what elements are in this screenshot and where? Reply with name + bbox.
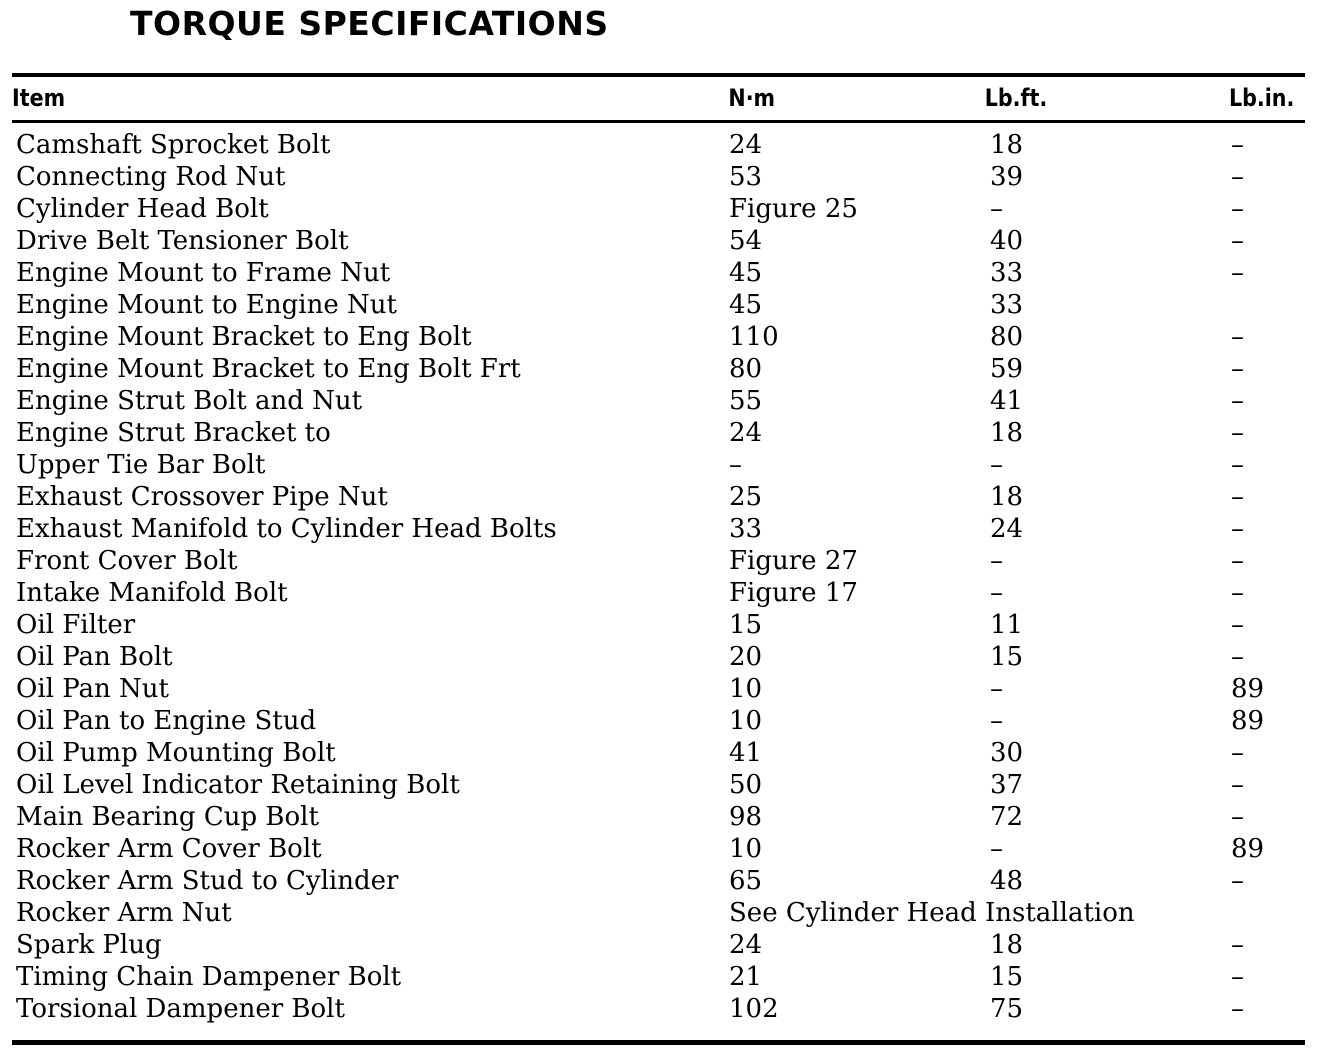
- cell-nm: See Cylinder Head Installation: [729, 898, 1135, 928]
- cell-nm: 65: [729, 866, 763, 896]
- cell-lbin: –: [1231, 194, 1244, 224]
- cell-nm: 41: [729, 738, 763, 768]
- cell-lbft: 33: [990, 290, 1024, 320]
- table-row: [0, 769, 1328, 801]
- cell-nm: 15: [729, 610, 763, 640]
- table-row: [0, 673, 1328, 705]
- table-row: [0, 929, 1328, 961]
- cell-nm: 33: [729, 514, 763, 544]
- table-header: [0, 82, 1295, 114]
- cell-item: Main Bearing Cup Bolt: [16, 802, 319, 832]
- cell-nm: 25: [729, 482, 763, 512]
- cell-nm: 10: [729, 674, 763, 704]
- cell-lbin: –: [1231, 770, 1244, 800]
- cell-item: Engine Mount to Frame Nut: [16, 258, 391, 288]
- cell-item: Oil Pump Mounting Bolt: [16, 738, 336, 768]
- cell-lbft: 80: [990, 322, 1024, 352]
- table-bottom-rule: [12, 1040, 1305, 1045]
- table-row: [0, 641, 1328, 673]
- cell-lbin: –: [1231, 258, 1244, 288]
- table-row: [0, 705, 1328, 737]
- cell-lbin: –: [1231, 226, 1244, 256]
- table-row: [0, 513, 1328, 545]
- cell-item: Oil Pan Nut: [16, 674, 169, 704]
- cell-lbft: –: [990, 706, 1003, 736]
- table-row: [0, 417, 1328, 449]
- cell-lbft: 72: [990, 802, 1024, 832]
- cell-item: Upper Tie Bar Bolt: [16, 450, 266, 480]
- cell-lbft: 18: [990, 482, 1024, 512]
- cell-lbft: 59: [990, 354, 1024, 384]
- cell-lbft: 15: [990, 642, 1024, 672]
- cell-nm: Figure 25: [729, 194, 858, 224]
- table-row: [0, 353, 1328, 385]
- table-row: [0, 161, 1328, 193]
- cell-lbin: –: [1231, 514, 1244, 544]
- table-top-rule: [12, 73, 1305, 77]
- table-row: [0, 449, 1328, 481]
- cell-nm: 50: [729, 770, 763, 800]
- cell-lbft: 48: [990, 866, 1024, 896]
- cell-lbin: –: [1231, 386, 1244, 416]
- cell-lbin: –: [1231, 354, 1244, 384]
- cell-lbin: –: [1231, 450, 1244, 480]
- cell-lbft: 11: [990, 610, 1024, 640]
- table-row: [0, 609, 1328, 641]
- cell-nm: Figure 17: [729, 578, 858, 608]
- cell-item: Spark Plug: [16, 930, 162, 960]
- cell-lbin: –: [1231, 130, 1244, 160]
- cell-item: Oil Level Indicator Retaining Bolt: [16, 770, 460, 800]
- cell-item: Engine Strut Bolt and Nut: [16, 386, 363, 416]
- column-header-lbft: Lb.ft.: [984, 84, 1048, 112]
- table-row: [0, 481, 1328, 513]
- table-row: [0, 385, 1328, 417]
- cell-lbin: –: [1231, 930, 1244, 960]
- cell-item: Exhaust Manifold to Cylinder Head Bolts: [16, 514, 557, 544]
- table-row: [0, 129, 1328, 161]
- cell-lbft: 18: [990, 418, 1024, 448]
- cell-item: Oil Pan to Engine Stud: [16, 706, 317, 736]
- cell-lbft: 18: [990, 930, 1024, 960]
- cell-nm: 24: [729, 130, 763, 160]
- cell-lbin: –: [1231, 482, 1244, 512]
- cell-item: Connecting Rod Nut: [16, 162, 286, 192]
- cell-lbin: –: [1231, 578, 1244, 608]
- cell-nm: Figure 27: [729, 546, 858, 576]
- column-header-lbin: Lb.in.: [1228, 84, 1295, 112]
- page-title: TORQUE SPECIFICATIONS: [130, 4, 609, 43]
- table-row: [0, 321, 1328, 353]
- cell-nm: 24: [729, 930, 763, 960]
- cell-item: Engine Mount Bracket to Eng Bolt: [16, 322, 472, 352]
- cell-lbin: –: [1231, 546, 1244, 576]
- cell-lbft: –: [990, 578, 1003, 608]
- cell-item: Engine Mount Bracket to Eng Bolt Frt: [16, 354, 521, 384]
- cell-lbin: 89: [1231, 674, 1265, 704]
- cell-lbin: –: [1231, 642, 1244, 672]
- cell-lbft: 41: [990, 386, 1024, 416]
- cell-item: Rocker Arm Stud to Cylinder: [16, 866, 399, 896]
- cell-item: Oil Pan Bolt: [16, 642, 173, 672]
- table-row: [0, 225, 1328, 257]
- cell-item: Rocker Arm Cover Bolt: [16, 834, 322, 864]
- cell-nm: 45: [729, 290, 763, 320]
- table-row: [0, 961, 1328, 993]
- cell-lbin: 89: [1231, 834, 1265, 864]
- table-row: [0, 801, 1328, 833]
- cell-lbin: –: [1231, 418, 1244, 448]
- cell-nm: 10: [729, 834, 763, 864]
- cell-lbft: 39: [990, 162, 1024, 192]
- cell-item: Camshaft Sprocket Bolt: [16, 130, 331, 160]
- cell-nm: –: [729, 450, 742, 480]
- cell-nm: 98: [729, 802, 763, 832]
- cell-lbin: –: [1231, 962, 1244, 992]
- cell-lbin: –: [1231, 610, 1244, 640]
- table-row: [0, 257, 1328, 289]
- cell-lbin: –: [1231, 322, 1244, 352]
- cell-item: Drive Belt Tensioner Bolt: [16, 226, 349, 256]
- cell-nm: 80: [729, 354, 763, 384]
- header-divider-rule: [12, 120, 1305, 123]
- table-row: [0, 833, 1328, 865]
- cell-lbin: –: [1231, 994, 1244, 1024]
- cell-item: Oil Filter: [16, 610, 136, 640]
- cell-item: Intake Manifold Bolt: [16, 578, 288, 608]
- cell-lbft: 30: [990, 738, 1024, 768]
- cell-nm: 54: [729, 226, 763, 256]
- cell-lbin: –: [1231, 802, 1244, 832]
- table-body: [0, 129, 1328, 1025]
- cell-nm: 10: [729, 706, 763, 736]
- cell-lbft: –: [990, 450, 1003, 480]
- table-row: [0, 577, 1328, 609]
- cell-item: Torsional Dampener Bolt: [16, 994, 345, 1024]
- cell-lbin: –: [1231, 162, 1244, 192]
- table-row: [0, 737, 1328, 769]
- cell-item: Engine Strut Bracket to: [16, 418, 331, 448]
- cell-lbft: 37: [990, 770, 1024, 800]
- cell-item: Rocker Arm Nut: [16, 898, 232, 928]
- cell-item: Exhaust Crossover Pipe Nut: [16, 482, 388, 512]
- cell-item: Timing Chain Dampener Bolt: [16, 962, 402, 992]
- cell-lbin: 89: [1231, 706, 1265, 736]
- column-header-item: Item: [12, 84, 66, 112]
- table-row: [0, 545, 1328, 577]
- cell-lbft: –: [990, 674, 1003, 704]
- table-row: [0, 865, 1328, 897]
- cell-lbft: 40: [990, 226, 1024, 256]
- column-header-nm: N·m: [728, 84, 776, 112]
- cell-lbft: 15: [990, 962, 1024, 992]
- cell-nm: 55: [729, 386, 763, 416]
- table-row: [0, 289, 1328, 321]
- cell-nm: 20: [729, 642, 763, 672]
- table-row: [0, 993, 1328, 1025]
- table-row: [0, 193, 1328, 225]
- cell-lbft: 24: [990, 514, 1024, 544]
- cell-lbin: –: [1231, 866, 1244, 896]
- cell-nm: 110: [729, 322, 779, 352]
- table-row: [0, 897, 1328, 929]
- cell-nm: 53: [729, 162, 763, 192]
- cell-nm: 102: [729, 994, 779, 1024]
- cell-nm: 24: [729, 418, 763, 448]
- cell-item: Engine Mount to Engine Nut: [16, 290, 397, 320]
- cell-nm: 45: [729, 258, 763, 288]
- cell-lbft: –: [990, 546, 1003, 576]
- cell-item: Cylinder Head Bolt: [16, 194, 269, 224]
- cell-lbft: 75: [990, 994, 1024, 1024]
- cell-lbft: –: [990, 194, 1003, 224]
- cell-lbft: –: [990, 834, 1003, 864]
- cell-lbft: 33: [990, 258, 1024, 288]
- cell-item: Front Cover Bolt: [16, 546, 238, 576]
- cell-lbft: 18: [990, 130, 1024, 160]
- cell-nm: 21: [729, 962, 763, 992]
- cell-lbin: –: [1231, 738, 1244, 768]
